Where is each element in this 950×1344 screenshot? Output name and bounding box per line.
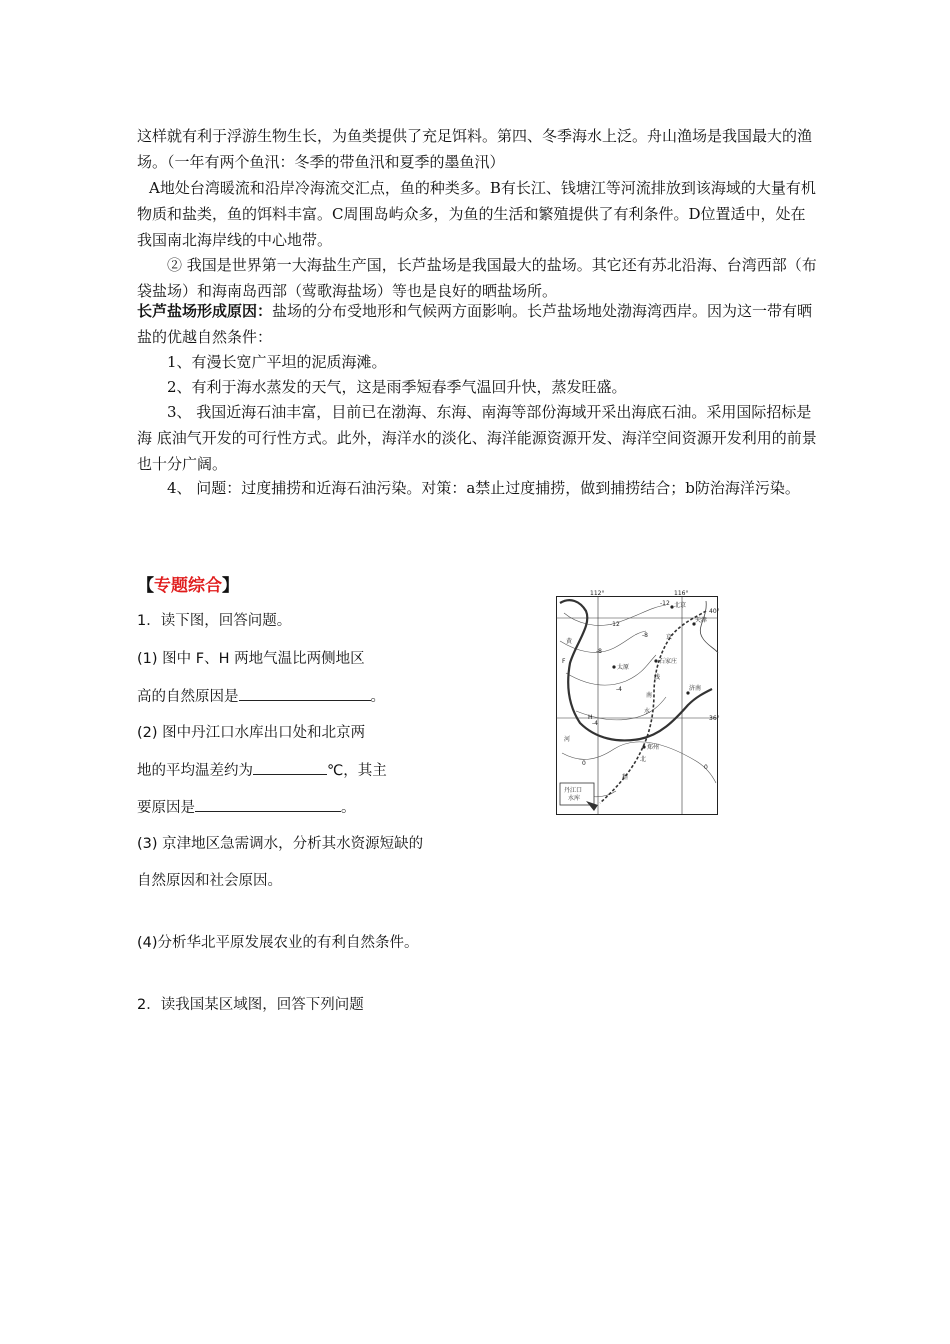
bracket-close: 】 [222, 576, 239, 596]
changlu-text: 盐场的分布受地形和气候两方面影响。长芦盐场地处渤海湾西岸。因为这一带有晒盐的优越自然条件： [137, 302, 813, 346]
question-1-1-line1: (1) 图中 F、H 两地气温比两侧地区 [137, 651, 365, 667]
q1-2-text-2: 要原因是 [137, 800, 195, 816]
lon-label-116: 116° [674, 590, 689, 597]
city-shijiazhuang: 石家庄 [659, 658, 678, 665]
paragraph-fishery-abcd: A地处台湾暖流和沿岸冷海流交汇点，鱼的种类多。B有长江、钱塘江等河流排放到该海域的大量有机物质和盐类，鱼的饵料丰富。C周围岛屿众多，为鱼的生活和繁殖提供了有利条件。D位置适中，处在我国南北海岸线的中心地带。 [137, 179, 816, 249]
isotherm-label-6: -4 [592, 720, 598, 727]
list-item-3: 3、 我国近海石油丰富，目前已在渤海、东海、南海等部份海域开采出海底石油。采用国际招标是海 底油气开发的可行性方式。此外，海洋水的淡化、海洋能源资源开发、海洋空间资源开发利用的前景也十分广阔。 [137, 403, 817, 473]
lat-label-36: 36° [709, 715, 720, 722]
paragraph-changlu-reason [137, 298, 817, 350]
river-char-huang: 黄 [566, 638, 573, 645]
point-label-h: H [588, 714, 593, 721]
question-1-3-line1: (3) 京津地区急需调水，分析其水资源短缺的 [137, 836, 424, 852]
answer-blank-3[interactable] [195, 795, 341, 812]
city-jinan: 济南 [689, 685, 702, 692]
canal-char-3: 南 [646, 692, 653, 699]
canal-char-6: 程 [622, 774, 629, 781]
isotherm-label-5: -4 [616, 686, 622, 693]
lon-label-112: 112° [590, 590, 605, 597]
city-taiyuan: 太原 [617, 664, 630, 671]
list-item-2: 2、有利于海水蒸发的天气，这是雨季短春季气温回升快，蒸发旺盛。 [167, 378, 627, 396]
q1-2-text: 地的平均温差约为 [137, 763, 253, 779]
paragraph-fishery-causes: 这样就有利于浮游生物生长，为鱼类提供了充足饵料。第四、冬季海水上泛。舟山渔场是我国最大的渔场。（一年有两个鱼汛：冬季的带鱼汛和夏季的墨鱼汛） [137, 127, 813, 171]
city-beijing: 北京 [674, 602, 687, 609]
city-tianjin: 天津 [695, 617, 708, 624]
canal-char-4: 水 [644, 708, 651, 715]
isotherm-label-7: 0 [582, 760, 586, 767]
isotherm-label-2: -12 [660, 600, 670, 607]
answer-blank-1[interactable] [239, 684, 371, 701]
q1-1-end: 。 [370, 689, 385, 705]
reservoir-label-2: 水库 [568, 795, 581, 802]
question-1-2-line1: (2) 图中丹江口水库出口处和北京两 [137, 725, 366, 741]
question-1-2-line2 [137, 758, 387, 783]
q1-2-end: 。 [341, 800, 356, 816]
question-1-4: (4)分析华北平原发展农业的有利自然条件。 [137, 935, 419, 951]
question-1-2-line3 [137, 795, 356, 820]
paragraph-sea-salt: ② 我国是世界第一大海盐生产国，长芦盐场是我国最大的盐场。其它还有苏北沿海、台湾西部（布袋盐场）和海南岛西部（莺歌海盐场）等也是良好的晒盐场所。 [137, 256, 817, 300]
question-1-intro: 1．读下图，回答问题。 [137, 613, 292, 629]
river-char-he: 河 [564, 736, 571, 743]
section-title-text: 专题综合 [154, 576, 222, 596]
north-china-isotherm-map [556, 590, 720, 815]
question-1-1-line2 [137, 684, 385, 709]
lat-label-40: 40° [709, 608, 720, 615]
map-svg [556, 590, 720, 815]
question-2-intro: 2．读我国某区域图，回答下列问题 [137, 997, 364, 1013]
q1-2-unit: ℃，其主 [327, 763, 387, 779]
isotherm-label-4: -8 [642, 632, 648, 639]
point-label-f: F [562, 658, 566, 665]
changlu-heading: 长芦盐场形成原因： [137, 302, 273, 320]
canal-char-2: 线 [654, 674, 661, 681]
list-item-4: 4、 问题：过度捕捞和近海石油污染。对策：a禁止过度捕捞，做到捕捞结合；b防治海洋污染。 [167, 479, 800, 497]
bracket-open: 【 [137, 576, 154, 596]
question-1-3-line2: 自然原因和社会原因。 [137, 873, 282, 889]
isotherm-label-3: -8 [596, 648, 602, 655]
section-title [137, 571, 239, 596]
list-item-1: 1、有漫长宽广平坦的泥质海滩。 [167, 353, 387, 371]
reservoir-label-1: 丹江口 [564, 787, 583, 794]
canal-char-5: 北 [640, 756, 647, 763]
canal-char-1: 京 [666, 634, 673, 641]
isotherm-label-8: 0 [704, 764, 708, 771]
isotherm-label-1: -12 [610, 621, 620, 628]
answer-blank-2[interactable] [253, 758, 327, 775]
city-zhengzhou: 郑州 [647, 744, 660, 751]
q1-1-text: 高的自然原因是 [137, 689, 239, 705]
